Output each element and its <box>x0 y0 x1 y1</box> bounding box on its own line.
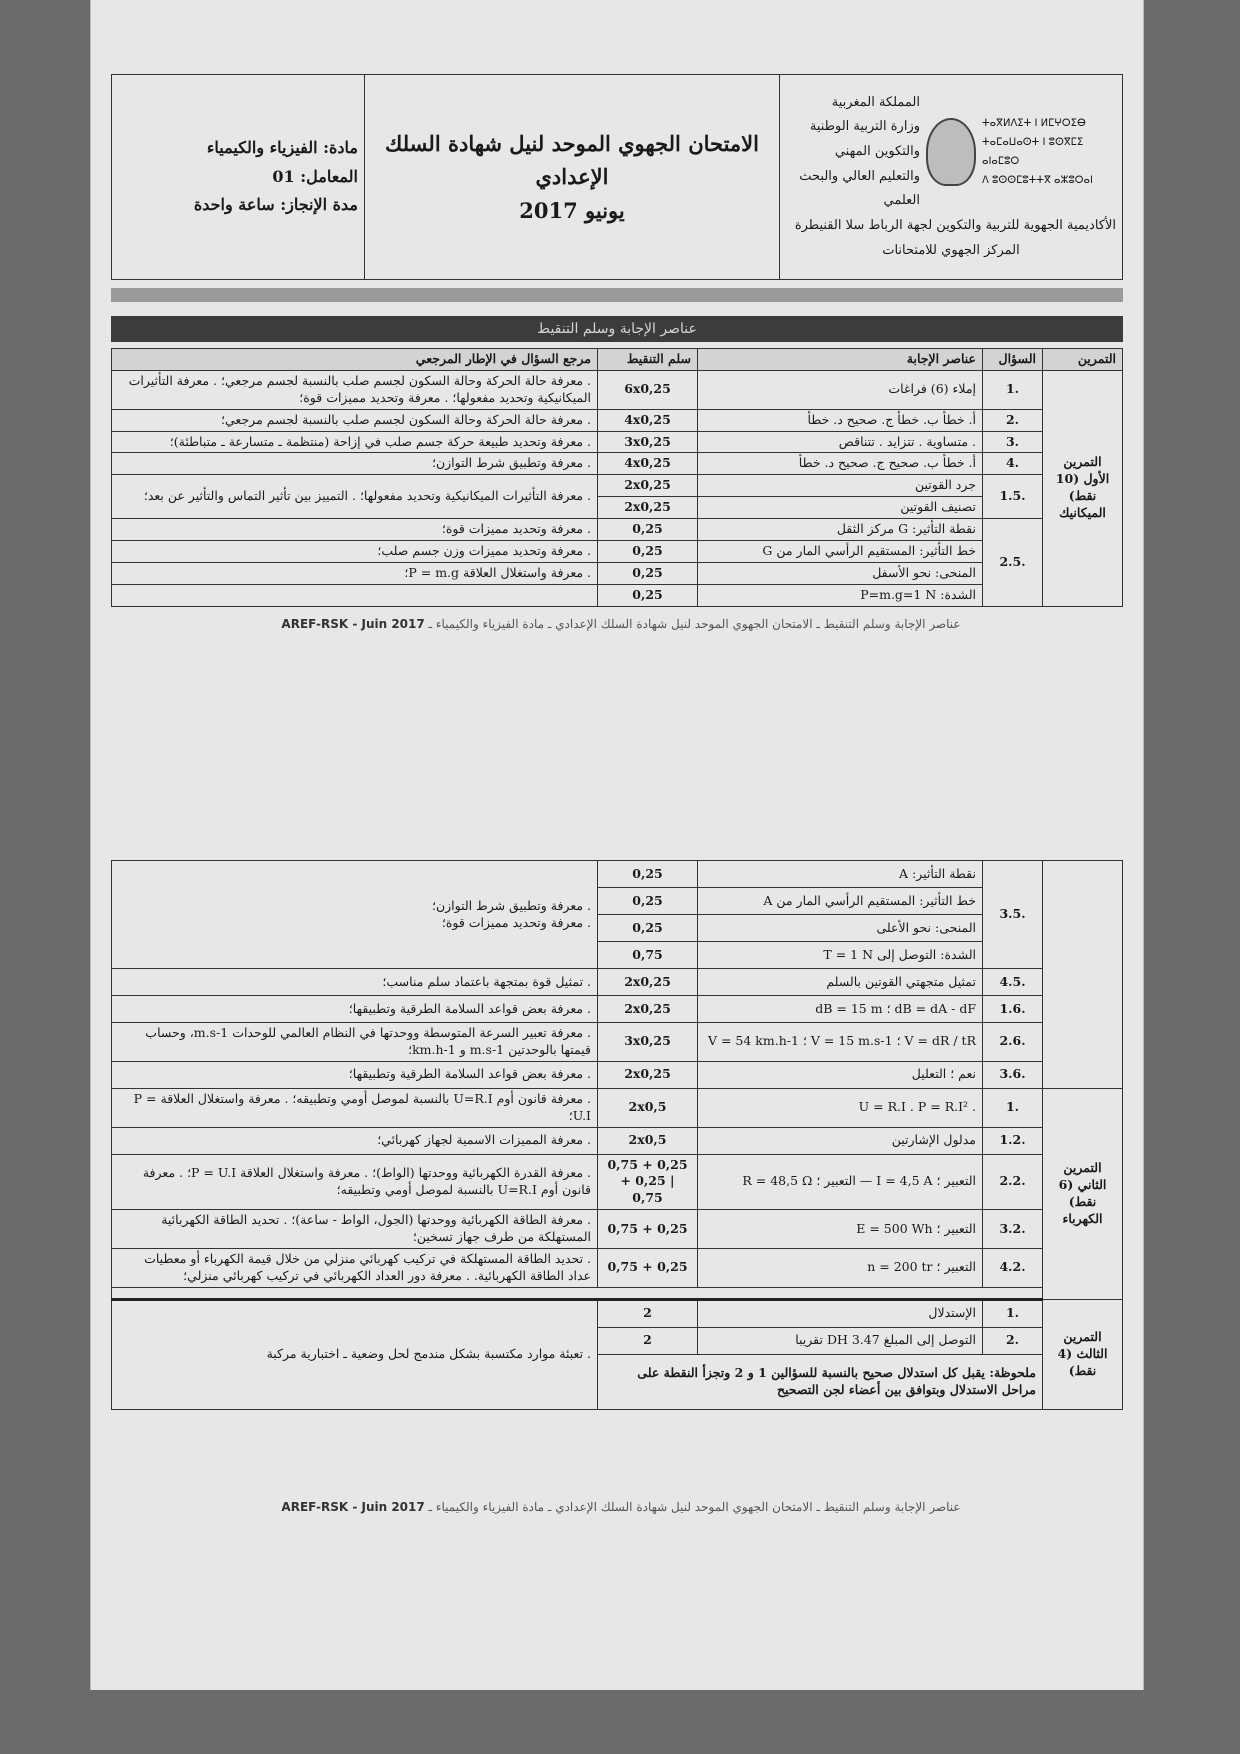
table-row: .3.2 التعبير ؛ E = 500 Wh 0,25 + 0,75 . معرفة الطاقة الكهربائية ووحدتها (الجول، الواط - ساعة)؛ . تحديد الطاقة الكهربائية المستهلكة من طرف جهاز تسخين؛ <box>112 1210 1123 1249</box>
exercise-3-label: التمرين الثالث (4 نقط) <box>1043 1299 1123 1409</box>
table-row: .1.5 جرد القوتين 2x0,25 . معرفة التأثيرات الميكانيكية وتحديد مفعولها؛ . التمييز بين تأثير التماس والتأثير عن بعد؛ <box>112 475 1123 497</box>
page-1 <box>91 74 1143 794</box>
table-row: .4.2 التعبير ؛ n = 200 tr 0,25 + 0,75 . تحديد الطاقة المستهلكة في تركيب كهربائي منزلي من خلال قيمة الكهرباء أو معطيات عداد الطاقة الكهربائية. . معرفة دور العداد الكهربائي في تركيب كهربائي منزلي؛ <box>112 1248 1123 1287</box>
table-row: خط التأثير: المستقيم الرأسي المار من A 0,25 <box>112 888 1123 915</box>
exercise-1-label: التمرين الأول (10 نقط) الميكانيك <box>1043 370 1123 606</box>
table-row <box>112 1287 1123 1299</box>
table-row: الشدة: التوصل إلى T = 1 N 0,75 <box>112 942 1123 969</box>
subject: مادة: الفيزياء والكيمياء <box>206 137 358 157</box>
exercise-2-label: التمرين الثاني (6 نقط) الكهرباء <box>1043 1088 1123 1299</box>
exam-header <box>111 74 1123 280</box>
exam-meta <box>112 75 365 280</box>
duration: مدة الإنجاز: ساعة واحدة <box>193 195 358 215</box>
col-question: السؤال <box>983 349 1043 371</box>
page-1-footer: عناصر الإجابة وسلم التنقيط ـ الامتحان الجهوي الموحد لنيل شهادة السلك الإعدادي ـ مادة الفيزياء والكيمياء ـ AREF-RSK - Juin 2017 <box>281 616 961 631</box>
table-row: .2 التوصل إلى المبلغ 3.47 DH تقريبا 2 <box>112 1327 1123 1354</box>
coat-of-arms-icon <box>926 118 976 186</box>
table-row: خط التأثير: المستقيم الرأسي المار من G 0,25 . معرفة وتحديد مميزات وزن جسم صلب؛ <box>112 540 1123 562</box>
table-row: المنحى: نحو الأسفل 0,25 . معرفة واستغلال العلاقة P = m.g؛ <box>112 562 1123 584</box>
ministry-logo-block: المملكة المغربية وزارة التربية الوطنية والتكوين المهني والتعليم العالي والبحث العلمي ⵜⴰⴳⵍⴷⵉⵜ ⵏ ⵍⵎⵖⵔⵉⴱ ⵜⴰⵎⴰⵡⴰⵙⵜ ⵏ ⵓⵙⴳⵎⵉ ⴰⵏⴰⵎⵓⵔ ⴷ ⵓⵙⵙⵎⵓⵜⵜⴳ ⴰⵣⵓⵔⴰⵏ الأكاديمية الجهوية للتربية والتكوين لجهة الرباط سلا القنيطرة المركز الجهوي للامتحانات <box>780 75 1123 280</box>
table-row: الشدة: P=m.g=1 N 0,25 <box>112 584 1123 606</box>
table-row: .1.2 مدلول الإشارتين 2x0,5 . معرفة المميزات الاسمية لجهاز كهربائي؛ <box>112 1127 1123 1154</box>
table-row: التمرين الأول (10 نقط) الميكانيك .1 إملاء (6) فراغات 6x0,25 . معرفة حالة الحركة وحالة السكون لجسم صلب بالنسبة لجسم مرجعي؛ . معرفة التأثيرات الميكانيكية وتحديد مفعولها؛ . معرفة وتحديد مميزات قوة؛ <box>112 370 1123 409</box>
table-row: .4 أ. خطأ ب. صحيح ج. صحيح د. خطأ 4x0,25 . معرفة وتطبيق شرط التوازن؛ <box>112 453 1123 475</box>
table-row: تصنيف القوتين 2x0,25 <box>112 497 1123 519</box>
band-title: عناصر الإجابة وسلم التنقيط <box>111 316 1123 342</box>
table-row: .3.6 نعم ؛ التعليل 2x0,25 . معرفة بعض قواعد السلامة الطرقية وتطبيقها؛ <box>112 1061 1123 1088</box>
col-reference: مرجع السؤال في الإطار المرجعي <box>112 349 598 371</box>
table-row: .3.5 نقطة التأثير: A 0,25 . معرفة وتطبيق شرط التوازن؛ . معرفة وتحديد مميزات قوة؛ <box>112 861 1123 888</box>
table-row: التمرين الثالث (4 نقط) .1 الإستدلال 2 . تعبئة موارد مكتسبة بشكل مندمج لحل وضعية ـ اختبارية مركبة <box>112 1299 1123 1327</box>
table-row: المنحى: نحو الأعلى 0,25 <box>112 915 1123 942</box>
table-row: .2 أ. خطأ ب. خطأ ج. صحيح د. خطأ 4x0,25 . معرفة حالة الحركة وحالة السكون لجسم صلب بالنسبة لجسم مرجعي؛ <box>112 409 1123 431</box>
coefficient: المعامل: 01 <box>272 166 358 186</box>
paper <box>90 0 1144 1690</box>
divider-band <box>111 288 1123 302</box>
table-row: .2.2 التعبير ؛ I = 4,5 A — التعبير ؛ R = 48,5 Ω 0,25 + 0,75 | 0,25 + 0,75 . معرفة القدرة الكهربائية ووحدتها (الواط)؛ . معرفة واستغلال العلاقة P = U.I؛ . معرفة قانون أوم U=R.I بالنسبة لموصل أومي وتطبيقه؛ <box>112 1154 1123 1210</box>
answer-table-2 <box>111 860 1123 1410</box>
col-scale: سلم التنقيط <box>598 349 698 371</box>
table-row: .4.5 تمثيل متجهتي القوتين بالسلم 2x0,25 . تمثيل قوة بمتجهة باعتماد سلم مناسب؛ <box>112 969 1123 996</box>
col-exercise: التمرين <box>1043 349 1123 371</box>
grading-note: ملحوظة: يقبل كل استدلال صحيح بالنسبة للسؤالين 1 و 2 وتجزأ النقطة على مراحل الاستدلال وبتوافق بين أعضاء لجن التصحيح <box>598 1354 1043 1409</box>
col-answer: عناصر الإجابة <box>698 349 983 371</box>
exam-title: الامتحان الجهوي الموحد لنيل شهادة السلك الإعدادي يونيو 2017 <box>365 75 780 280</box>
table-row: .3 . متساوية . تتزايد . تتناقص 3x0,25 . معرفة وتحديد طبيعة حركة جسم صلب في إزاحة (منتظمة ـ متسارعة ـ متباطئة)؛ <box>112 431 1123 453</box>
page-2 <box>91 860 1143 1650</box>
table-row: التمرين الثاني (6 نقط) الكهرباء .1 . U = R.I . P = R.I² 2x0,5 . معرفة قانون أوم U=R.I بالنسبة لموصل أومي وتطبيقه؛ . معرفة واستغلال العلاقة P = U.I؛ <box>112 1088 1123 1127</box>
table-row: .2.6 V = dR / tR ؛ V = 15 m.s-1 ؛ V = 54 km.h-1 3x0,25 . معرفة تعبير السرعة المتوسطة ووحدتها في النظام العالمي للوحدات m.s-1، وحساب قيمتها بالوحدتين m.s-1 و km.h-1؛ <box>112 1023 1123 1062</box>
table-row: .1.6 dB = dA - dF ؛ dB = 15 m 2x0,25 . معرفة بعض قواعد السلامة الطرقية وتطبيقها؛ <box>112 996 1123 1023</box>
answer-table-1 <box>111 348 1123 607</box>
page-2-footer: عناصر الإجابة وسلم التنقيط ـ الامتحان الجهوي الموحد لنيل شهادة السلك الإعدادي ـ مادة الفيزياء والكيمياء ـ AREF-RSK - Juin 2017 <box>281 1499 961 1514</box>
table-row: .2.5 نقطة التأثير: G مركز الثقل 0,25 . معرفة وتحديد مميزات قوة؛ <box>112 519 1123 541</box>
